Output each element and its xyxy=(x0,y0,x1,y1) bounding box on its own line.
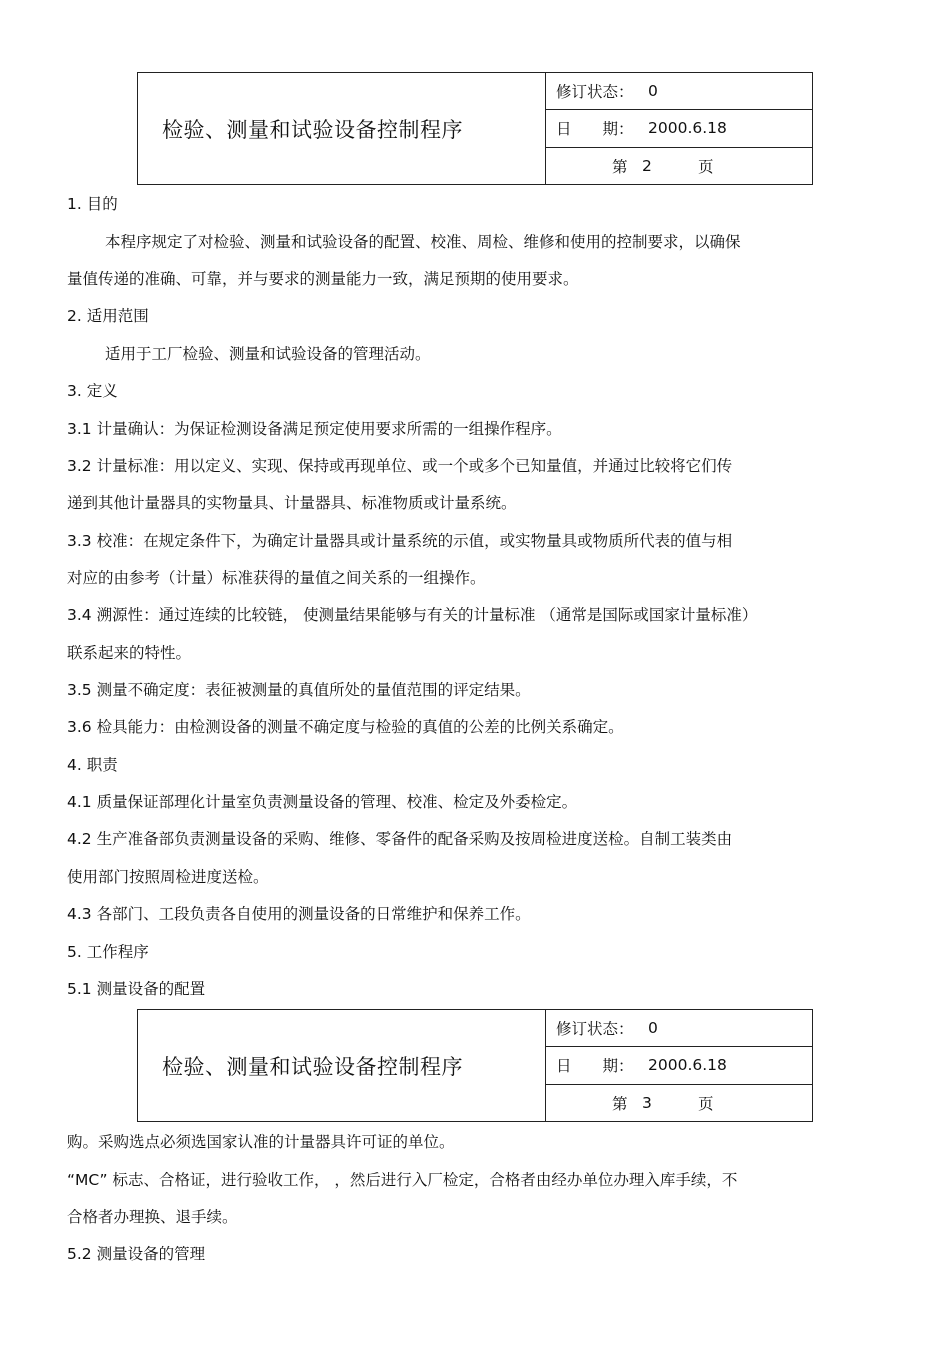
revision-row xyxy=(546,1010,812,1047)
date-row xyxy=(546,110,812,147)
paragraph-line: 3.5 测量不确定度：表征被测量的真值所处的量值范围的评定结果。 xyxy=(67,681,531,699)
paragraph-line: 3.1 计量确认：为保证检测设备满足预定使用要求所需的一组操作程序。 xyxy=(67,420,562,438)
page-suffix: 页 xyxy=(698,1094,714,1113)
revision-row xyxy=(546,73,812,110)
section-heading: 5. 工作程序 xyxy=(67,943,149,961)
page-number: 3 xyxy=(642,1093,652,1112)
document-header-table xyxy=(137,72,813,185)
paragraph-line: 购。采购选点必须选国家认准的计量器具许可证的单位。 xyxy=(67,1133,455,1151)
paragraph-line: 3.2 计量标准：用以定义、实现、保持或再现单位、或一个或多个已知量值，并通过比较将它们传 xyxy=(67,457,733,475)
section-heading: 4. 职责 xyxy=(67,756,118,774)
paragraph-line: 4.3 各部门、工段负责各自使用的测量设备的日常维护和保养工作。 xyxy=(67,905,531,923)
document-title: 检验、测量和试验设备控制程序 xyxy=(138,73,546,184)
section-heading: 3. 定义 xyxy=(67,382,118,400)
page-prefix: 第 xyxy=(612,157,628,176)
document-title: 检验、测量和试验设备控制程序 xyxy=(138,1010,546,1121)
paragraph-line: 4.2 生产准备部负责测量设备的采购、维修、零备件的配备采购及按周检进度送检。自制工装类由 xyxy=(67,830,733,848)
paragraph-line: 递到其他计量器具的实物量具、计量器具、标准物质或计量系统。 xyxy=(67,494,517,512)
revision-value: 0 xyxy=(648,82,658,101)
paragraph-line: 使用部门按照周检进度送检。 xyxy=(67,868,269,886)
paragraph-line: 联系起来的特性。 xyxy=(67,644,192,662)
document-header-table xyxy=(137,1009,813,1122)
section-heading: 2. 适用范围 xyxy=(67,307,149,325)
header-info-column xyxy=(546,73,812,184)
section-heading: 1. 目的 xyxy=(67,195,118,213)
section-heading: 5.2 测量设备的管理 xyxy=(67,1245,206,1263)
page-number-row xyxy=(546,148,812,184)
page-suffix: 页 xyxy=(698,157,714,176)
date-label: 日 期： xyxy=(556,1057,634,1076)
paragraph-line: 3.6 检具能力：由检测设备的测量不确定度与检验的真值的公差的比例关系确定。 xyxy=(67,718,624,736)
revision-label: 修订状态： xyxy=(556,83,634,102)
date-value: 2000.6.18 xyxy=(648,1056,727,1075)
revision-value: 0 xyxy=(648,1019,658,1038)
header-info-column xyxy=(546,1010,812,1121)
date-label: 日 期： xyxy=(556,120,634,139)
paragraph-line: “MC” 标志、合格证，进行验收工作， ，然后进行入厂检定，合格者由经办单位办理入库手续，不 xyxy=(67,1171,738,1189)
paragraph-line: 3.4 溯源性：通过连续的比较链， 使测量结果能够与有关的计量标准 （通常是国际或国家计量标准） xyxy=(67,606,758,624)
paragraph-line: 3.3 校准：在规定条件下，为确定计量器具或计量系统的示值，或实物量具或物质所代表的值与相 xyxy=(67,532,733,550)
paragraph-line: 4.1 质量保证部理化计量室负责测量设备的管理、校准、检定及外委检定。 xyxy=(67,793,578,811)
page-number-row xyxy=(546,1085,812,1121)
date-row xyxy=(546,1047,812,1084)
revision-label: 修订状态： xyxy=(556,1020,634,1039)
page-number: 2 xyxy=(642,156,652,175)
date-value: 2000.6.18 xyxy=(648,119,727,138)
paragraph-line: 合格者办理换、退手续。 xyxy=(67,1208,238,1226)
page-prefix: 第 xyxy=(612,1094,628,1113)
paragraph-line: 5.1 测量设备的配置 xyxy=(67,980,206,998)
paragraph-line: 对应的由参考（计量）标准获得的量值之间关系的一组操作。 xyxy=(67,569,486,587)
paragraph-line: 量值传递的准确、可靠，并与要求的测量能力一致，满足预期的使用要求。 xyxy=(67,270,579,288)
paragraph-line: 适用于工厂检验、测量和试验设备的管理活动。 xyxy=(105,345,431,363)
paragraph-line: 本程序规定了对检验、测量和试验设备的配置、校准、周检、维修和使用的控制要求，以确保 xyxy=(105,233,741,251)
